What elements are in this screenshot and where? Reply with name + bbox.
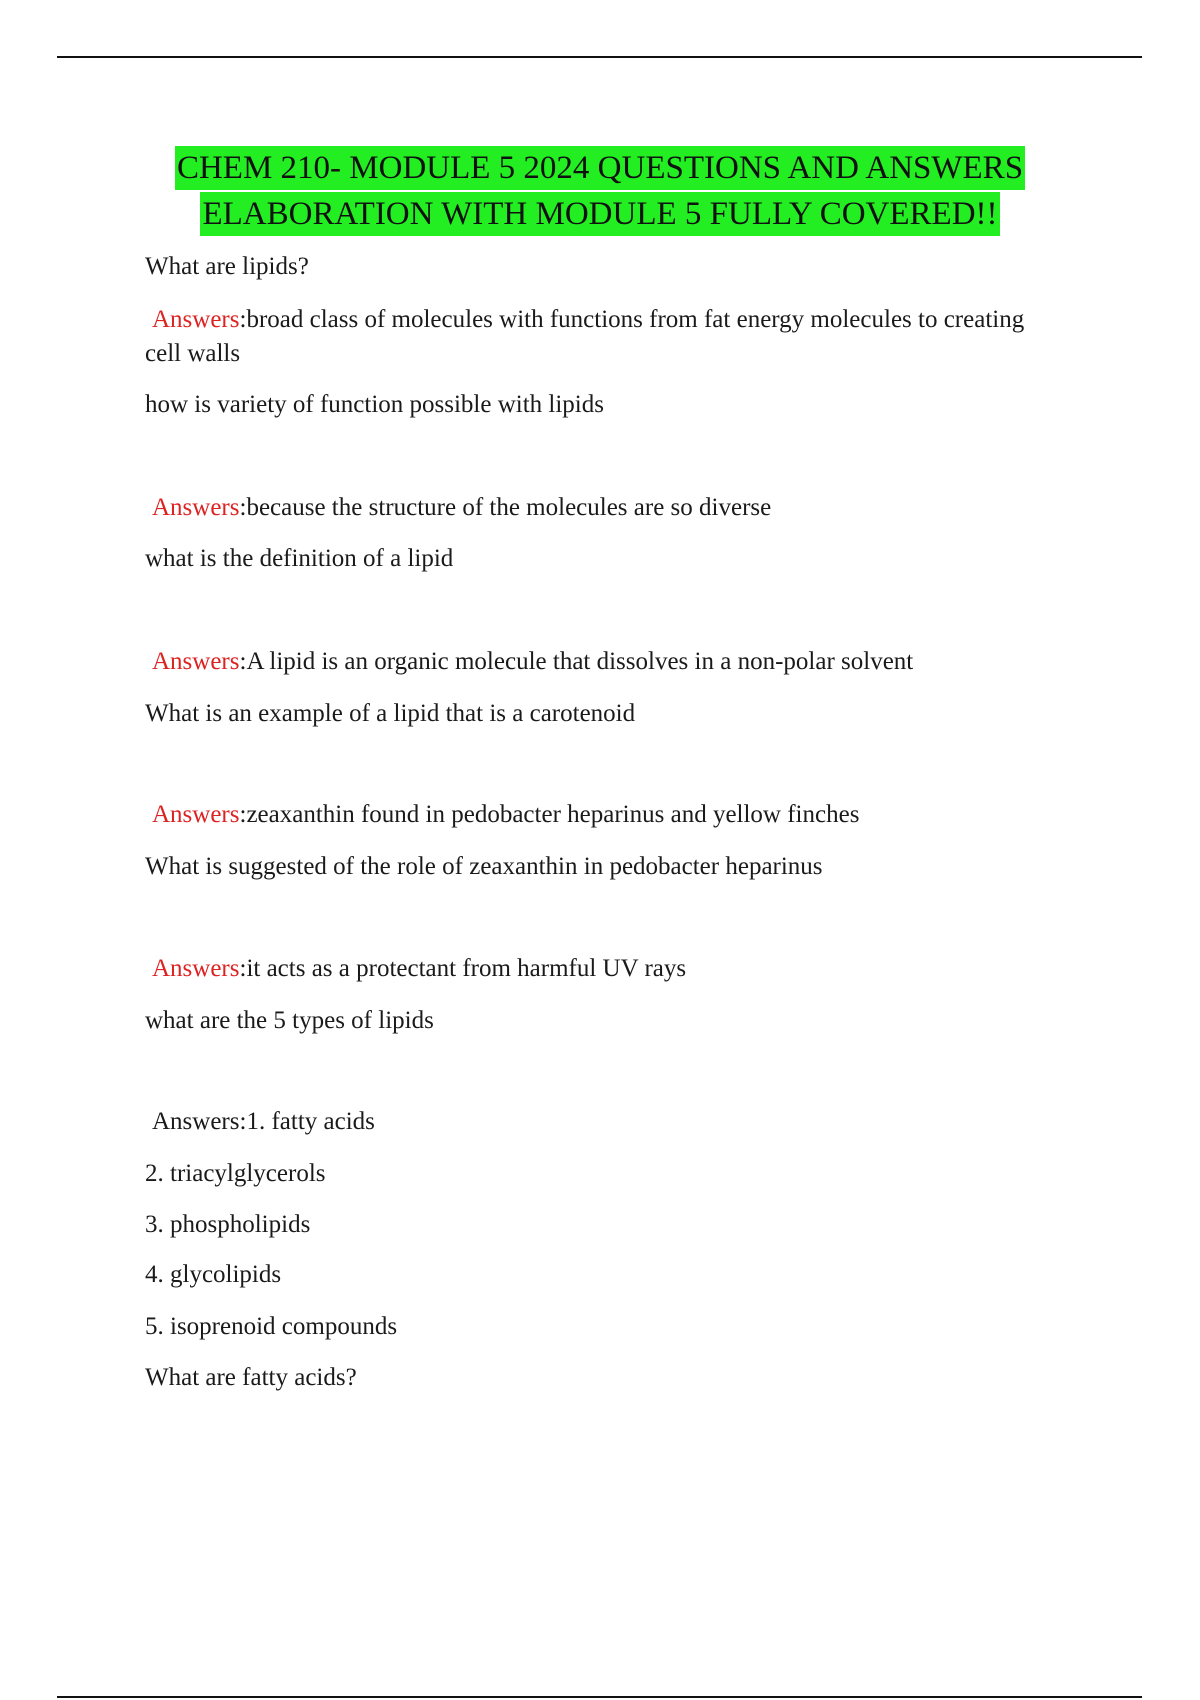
question-7: What are fatty acids?	[145, 1364, 357, 1391]
answer-4	[145, 798, 1065, 832]
answer-text: :A lipid is an organic molecule that dissolves in a non-polar solvent	[239, 648, 914, 675]
list-item: 2. triacylglycerols	[145, 1160, 326, 1187]
answer-1	[145, 303, 1065, 371]
answer-text: :broad class of molecules with functions from fat energy molecules to creating cell walls	[145, 306, 1025, 367]
top-rule	[57, 56, 1142, 58]
list-item: 5. isoprenoid compounds	[145, 1313, 398, 1340]
title-line-2: ELABORATION WITH MODULE 5 FULLY COVERED!!	[200, 192, 999, 236]
question-3: what is the definition of a lipid	[145, 545, 454, 572]
answer-text: :1. fatty acids	[239, 1108, 375, 1135]
question-1: What are lipids?	[145, 253, 309, 280]
list-item: 4. glycolipids	[145, 1261, 282, 1288]
answer-label: Answers	[152, 955, 240, 982]
answer-label: Answers	[152, 801, 240, 828]
answer-2	[145, 491, 1065, 525]
question-4: What is an example of a lipid that is a carotenoid	[145, 700, 636, 727]
question-2: how is variety of function possible with lipids	[145, 391, 604, 418]
answer-5	[145, 952, 1065, 986]
answer-label: Answers	[152, 306, 240, 333]
answer-text: :because the structure of the molecules are so diverse	[239, 494, 772, 521]
title-line-1: CHEM 210- MODULE 5 2024 QUESTIONS AND ANSWERS	[175, 146, 1025, 190]
answer-label-plain: Answers	[152, 1108, 240, 1135]
answer-text: :zeaxanthin found in pedobacter heparinus and yellow finches	[239, 801, 860, 828]
answer-3	[145, 645, 1065, 679]
list-item: 3. phospholipids	[145, 1211, 311, 1238]
question-6: what are the 5 types of lipids	[145, 1007, 434, 1034]
document-title	[0, 146, 1200, 238]
answer-label: Answers	[152, 494, 240, 521]
answer-text: :it acts as a protectant from harmful UV rays	[239, 955, 687, 982]
answer-6	[145, 1105, 1065, 1139]
bottom-rule	[57, 1696, 1142, 1698]
answer-label: Answers	[152, 648, 240, 675]
question-5: What is suggested of the role of zeaxanthin in pedobacter heparinus	[145, 853, 823, 880]
